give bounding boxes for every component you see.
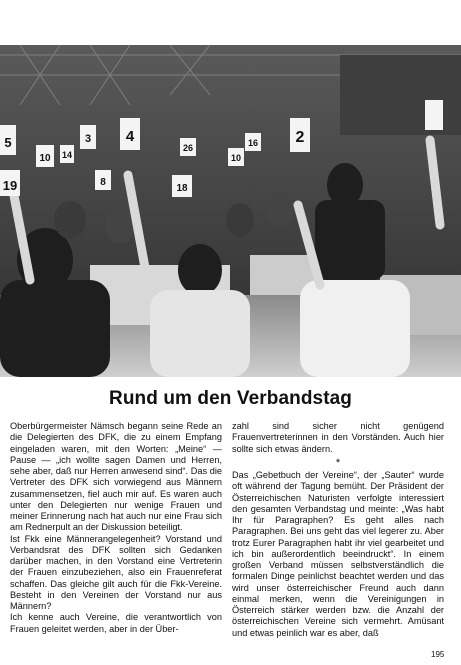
article-paragraph: zahl sind sicher nicht genügend Frauenvertreterinnen in den Vorständen. Auch hier sollte sich etwas ändern. [232, 421, 444, 454]
svg-text:14: 14 [61, 150, 73, 160]
svg-text:10: 10 [39, 153, 51, 164]
svg-text:3: 3 [84, 133, 92, 145]
voting-card: 5 [4, 135, 12, 150]
svg-text:10: 10 [230, 153, 242, 163]
article-title: Rund um den Verbandstag [109, 388, 352, 409]
svg-text:19: 19 [2, 178, 18, 193]
article-column-left [10, 421, 222, 635]
article-column-right [232, 421, 444, 639]
svg-text:8: 8 [100, 177, 106, 188]
article-paragraph: Ist Fkk eine Männerangelegenheit? Vorstand und Verbandsrat des DFK sollten sich Gedanken darüber machen, in den Vorstand eine Vertreterin der Frauen einzubeziehen, also ein Frauenreferat schaffen. Das gleiche gilt auch für die Fkk-Vereine. Besteht in den Vereinen der Vorstand nur aus Männern? [10, 533, 222, 611]
article-paragraph: Das „Gebetbuch der Vereine“, der „Sauter“ wurde oft während der Tagung bemüht. Der Präsident der Österreichischen Naturisten verfolgte interessiert den gesamten Verbandstag und meinte: „Was habt Ihr für Paragraphen? Es geht alles nach Paragraphen. Bei uns geht das viel legerer zu. Aber trotz Eurer Paragraphen habt ihr viel gearbeitet und ich bin außerordentlich beeindruckt“. In einem großen Verband müssen selbstverständlich die formalen Dinge peinlichst beachtet werden und das wird unser österreichischer Freund auch dann einmal merken, wenn die Vereinigungen in Österreich stärker werden bzw. die Anzahl der österreichischen Vereine sich vermehrt. Amüsant und etwas peinlich war es aber, daß [232, 470, 444, 638]
photo-image [0, 45, 461, 377]
article-paragraph: Oberbürgermeister Nämsch begann seine Rede an die Delegierten des DFK, die zu einem Empfang eingeladen waren, mit den Worten: „Meine“ — Pause — „ich wollte sagen Damen und Herren, sehe aber, daß nur Herren anwesend sind“. Das die Vertreter des DFK sich vorwiegend aus Männern zusammensetzen, fiel auch mir auf. Es waren auch unter den Delegierten nur wenige Frauen und meiner Erinnerung nach hat auch nur eine Frau sich am Rednerpult an der Diskussion beteiligt. [10, 421, 222, 533]
svg-text:18: 18 [176, 183, 188, 194]
section-separator: * [335, 456, 341, 469]
article-paragraph: Ich kenne auch Vereine, die verantwortlich von Frauen geleitet werden, aber in der Über- [10, 612, 222, 634]
delegates-voting-photo [0, 45, 461, 377]
svg-text:16: 16 [247, 138, 259, 148]
svg-text:4: 4 [125, 128, 135, 145]
svg-text:26: 26 [182, 143, 194, 153]
svg-text:2: 2 [295, 129, 305, 146]
page-number: 195 [431, 650, 445, 659]
